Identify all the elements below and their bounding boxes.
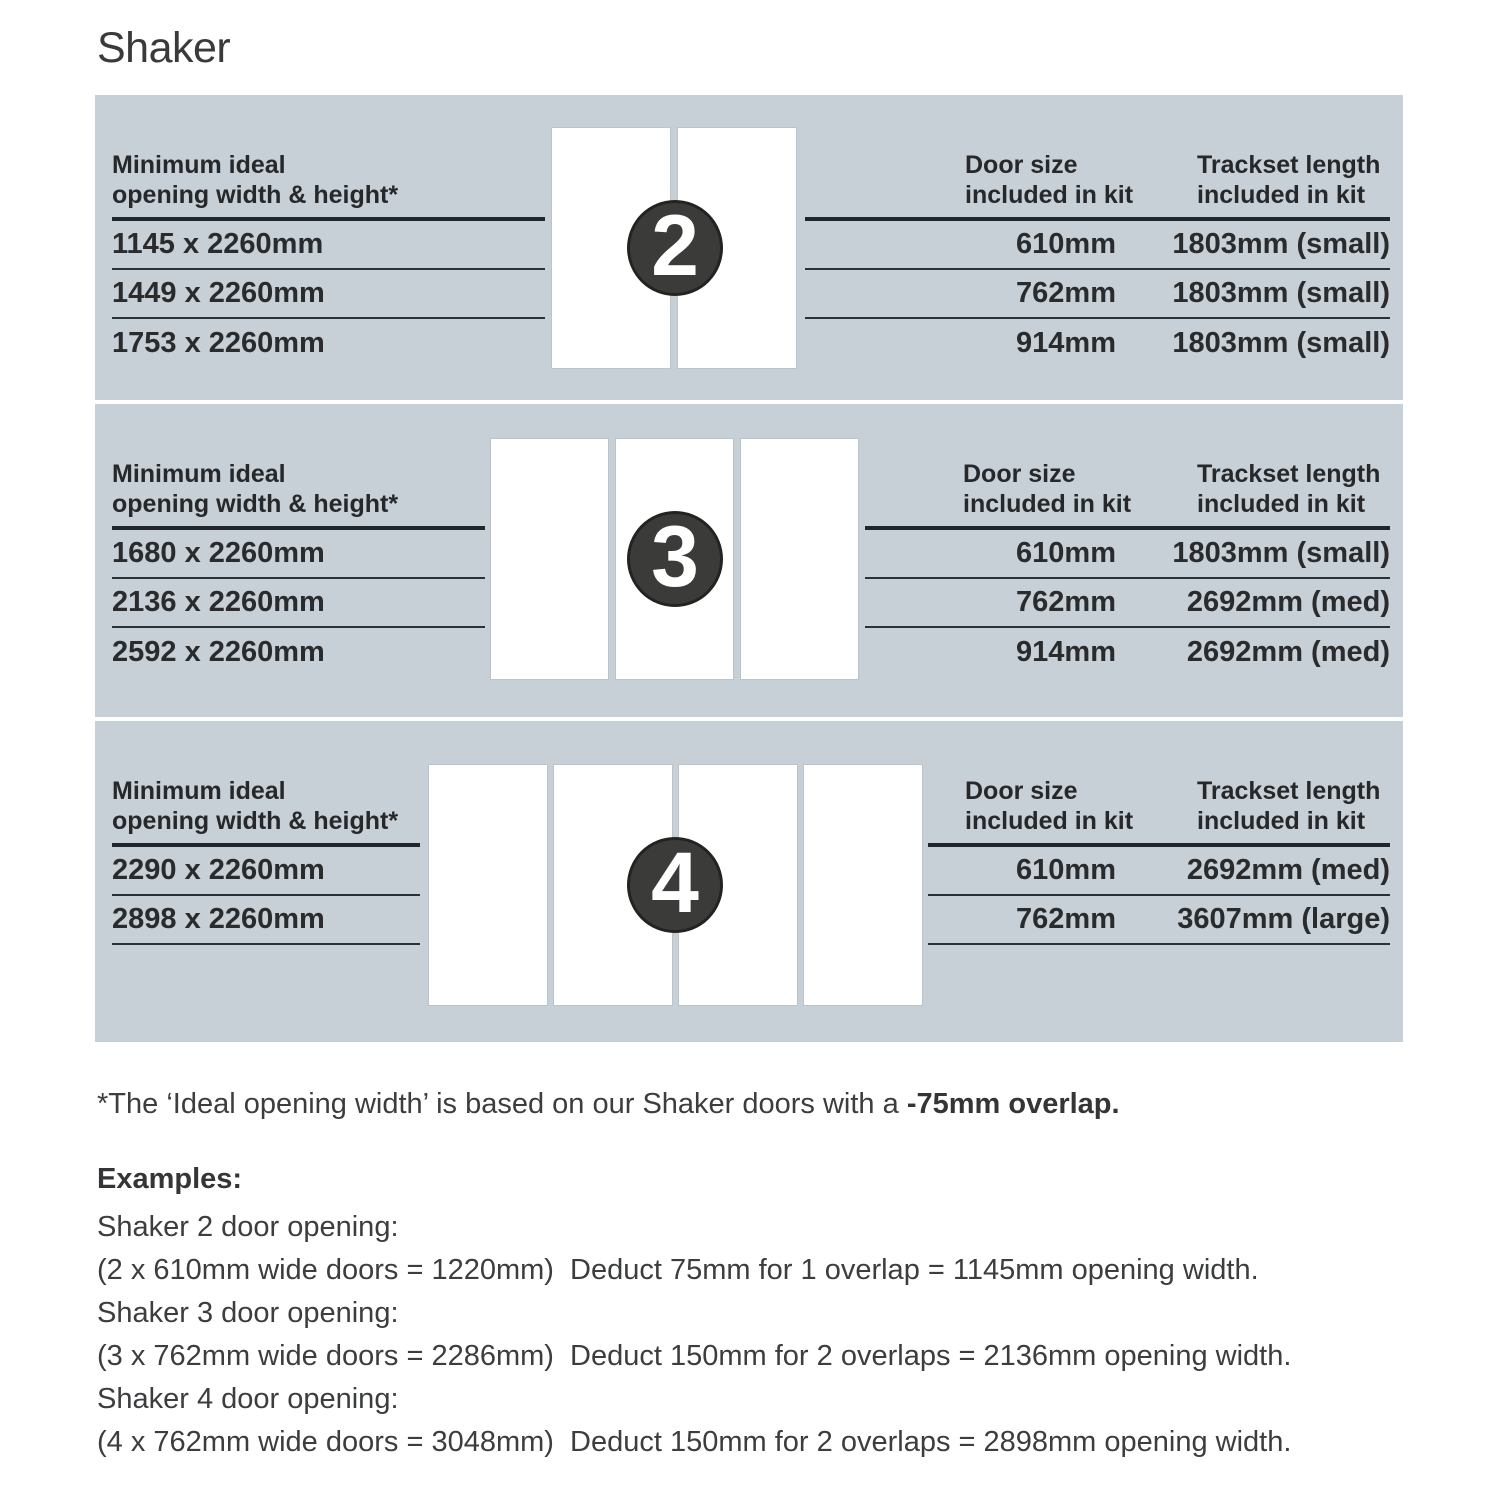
section-3-door <box>95 404 1403 717</box>
door-size-value: 914mm <box>1016 327 1116 359</box>
door-panel-illustration <box>491 439 608 679</box>
door-count-badge <box>627 200 723 296</box>
door-count-badge <box>627 511 723 607</box>
opening-header-line2: opening width & height* <box>112 490 399 518</box>
example-line: (4 x 762mm wide doors = 3048mm) Deduct 150mm for 2 overlaps = 2898mm opening width. <box>97 1426 1292 1458</box>
door-panel-illustration <box>804 765 922 1005</box>
footnote-text: *The ‘Ideal opening width’ is based on our Shaker doors with a <box>97 1088 907 1120</box>
kit-row <box>805 319 1390 368</box>
kit-contents-table <box>865 459 1390 677</box>
door-panel-illustration <box>741 439 858 679</box>
opening-size-header <box>112 150 545 210</box>
opening-size-header <box>112 459 485 519</box>
opening-header-line2: opening width & height* <box>112 181 399 209</box>
kit-contents-table <box>928 776 1390 945</box>
opening-size-row: 1449 x 2260mm <box>112 270 545 319</box>
opening-size-row: 1680 x 2260mm <box>112 530 485 579</box>
trackset-header: Trackset length included in kit <box>1197 777 1381 835</box>
opening-size-row: 2898 x 2260mm <box>112 896 420 945</box>
trackset-header: Trackset length included in kit <box>1197 151 1381 209</box>
opening-header-line2: opening width & height* <box>112 807 399 835</box>
opening-header-line1: Minimum ideal <box>112 460 286 488</box>
door-count-number: 2 <box>651 198 699 294</box>
page-title: Shaker <box>97 24 231 72</box>
door-size-value: 610mm <box>1016 228 1116 260</box>
kit-table-header <box>805 150 1390 217</box>
examples-block <box>97 1206 1291 1464</box>
spec-panel <box>95 95 1403 1042</box>
kit-row <box>805 270 1390 319</box>
opening-header-line1: Minimum ideal <box>112 151 286 179</box>
opening-size-row: 2136 x 2260mm <box>112 579 485 628</box>
opening-size-table <box>112 459 485 677</box>
door-size-value: 762mm <box>1016 277 1116 309</box>
opening-size-row: 2290 x 2260mm <box>112 847 420 896</box>
trackset-value: 1803mm (small) <box>1172 327 1390 359</box>
trackset-value: 2692mm (med) <box>1186 636 1390 668</box>
opening-size-table <box>112 776 420 945</box>
kit-row <box>928 847 1390 896</box>
example-line: Shaker 3 door opening: <box>97 1297 399 1329</box>
kit-row <box>865 530 1390 579</box>
door-size-header: Door size included in kit <box>965 151 1134 209</box>
door-size-value: 762mm <box>1016 586 1116 618</box>
trackset-value: 3607mm (large) <box>1177 903 1390 935</box>
footnote-bold-text: -75mm overlap. <box>906 1088 1120 1120</box>
opening-size-row: 1753 x 2260mm <box>112 327 325 359</box>
example-line: (2 x 610mm wide doors = 1220mm) Deduct 75mm for 1 overlap = 1145mm opening width. <box>97 1254 1259 1286</box>
kit-table-header <box>865 459 1390 526</box>
example-line: Shaker 4 door opening: <box>97 1383 399 1415</box>
door-count-number: 4 <box>651 835 699 931</box>
door-size-value: 610mm <box>1016 854 1116 886</box>
kit-row <box>928 896 1390 945</box>
opening-size-table <box>112 150 545 368</box>
kit-contents-table <box>805 150 1390 368</box>
trackset-value: 2692mm (med) <box>1186 854 1390 886</box>
trackset-value: 1803mm (small) <box>1172 537 1390 569</box>
door-panel-illustration <box>429 765 547 1005</box>
trackset-value: 1803mm (small) <box>1172 277 1390 309</box>
kit-row <box>865 628 1390 677</box>
example-line: (3 x 762mm wide doors = 2286mm) Deduct 150mm for 2 overlaps = 2136mm opening width. <box>97 1340 1292 1372</box>
opening-size-row: 2592 x 2260mm <box>112 636 325 668</box>
kit-row <box>805 221 1390 270</box>
door-size-value: 610mm <box>1016 537 1116 569</box>
kit-row <box>865 579 1390 628</box>
examples-heading: Examples: <box>97 1163 243 1195</box>
section-4-door <box>95 721 1403 1042</box>
opening-size-header <box>112 776 420 836</box>
door-size-value: 762mm <box>1016 903 1116 935</box>
trackset-value: 1803mm (small) <box>1172 228 1390 260</box>
trackset-header: Trackset length included in kit <box>1197 460 1381 518</box>
trackset-value: 2692mm (med) <box>1186 586 1390 618</box>
door-size-header: Door size included in kit <box>965 777 1134 835</box>
door-count-badge <box>627 837 723 933</box>
door-size-value: 914mm <box>1016 636 1116 668</box>
door-count-number: 3 <box>651 509 699 605</box>
opening-header-line1: Minimum ideal <box>112 777 286 805</box>
kit-table-header <box>928 776 1390 843</box>
opening-size-row: 1145 x 2260mm <box>112 221 545 270</box>
footnote <box>97 1088 1120 1121</box>
door-size-header: Door size included in kit <box>963 460 1132 518</box>
example-line: Shaker 2 door opening: <box>97 1211 399 1243</box>
section-2-door <box>95 95 1403 400</box>
